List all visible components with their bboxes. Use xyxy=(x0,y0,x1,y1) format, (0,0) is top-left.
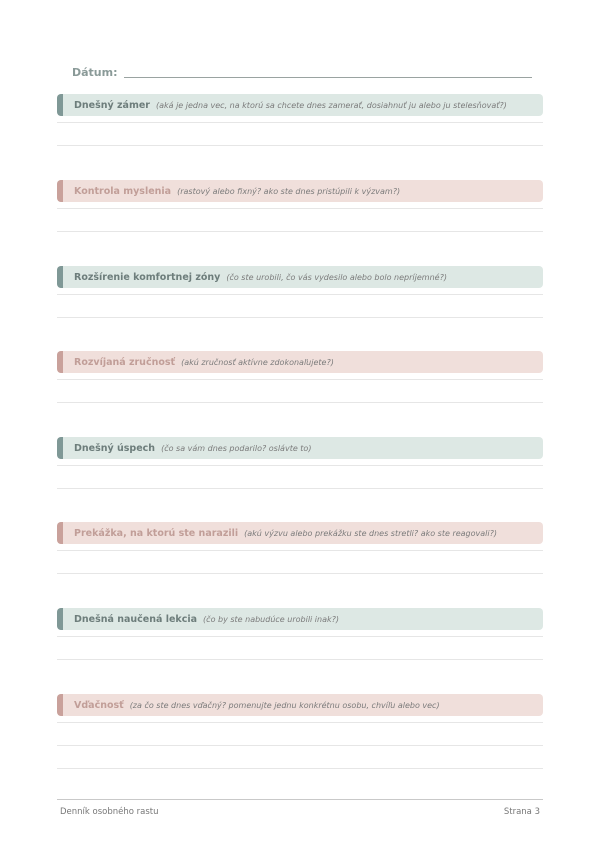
section-header xyxy=(57,694,543,716)
section-hint: (za čo ste dnes vďačný? pomenujte jednu konkrétnu osobu, chvíľu alebo vec) xyxy=(129,700,440,710)
section-header xyxy=(57,522,543,544)
section-obstacle xyxy=(57,522,543,574)
section-header xyxy=(57,608,543,630)
accent-bar xyxy=(57,180,63,202)
writing-line[interactable] xyxy=(57,722,543,723)
writing-lines xyxy=(57,379,543,403)
accent-bar xyxy=(57,437,63,459)
section-title: Dnešný úspech xyxy=(74,442,156,454)
writing-line[interactable] xyxy=(57,317,543,318)
accent-bar xyxy=(57,351,63,373)
writing-line[interactable] xyxy=(57,231,543,232)
section-header xyxy=(57,94,543,116)
writing-lines xyxy=(57,122,543,146)
writing-lines xyxy=(57,208,543,232)
date-input-line[interactable] xyxy=(124,77,532,78)
section-header xyxy=(57,351,543,373)
section-lesson xyxy=(57,608,543,660)
section-hint: (akú výzvu alebo prekážku ste dnes stretli? ako ste reagovali?) xyxy=(244,528,497,538)
writing-lines xyxy=(57,636,543,660)
section-title: Rozšírenie komfortnej zóny xyxy=(74,271,221,283)
writing-line[interactable] xyxy=(57,768,543,769)
section-title: Rozvíjaná zručnosť xyxy=(74,356,176,368)
section-hint: (rastový alebo fixný? ako ste dnes pristúpili k výzvam?) xyxy=(177,186,401,196)
writing-line[interactable] xyxy=(57,208,543,209)
section-hint: (aká je jedna vec, na ktorú sa chcete dnes zamerať, dosiahnuť ju alebo ju stelesňovať?) xyxy=(155,100,507,110)
writing-lines xyxy=(57,294,543,318)
footer-title: Denník osobného rastu xyxy=(60,807,159,817)
writing-line[interactable] xyxy=(57,573,543,574)
writing-line[interactable] xyxy=(57,379,543,380)
section-comfort-zone xyxy=(57,266,543,318)
accent-bar xyxy=(57,694,63,716)
section-skill xyxy=(57,351,543,403)
writing-line[interactable] xyxy=(57,402,543,403)
section-header xyxy=(57,437,543,459)
writing-lines xyxy=(57,465,543,489)
writing-line[interactable] xyxy=(57,122,543,123)
section-gratitude xyxy=(57,694,543,769)
writing-line[interactable] xyxy=(57,488,543,489)
writing-line[interactable] xyxy=(57,636,543,637)
section-title: Kontrola myslenia xyxy=(74,185,172,197)
accent-bar xyxy=(57,522,63,544)
writing-lines xyxy=(57,550,543,574)
accent-bar xyxy=(57,94,63,116)
section-header xyxy=(57,266,543,288)
writing-line[interactable] xyxy=(57,145,543,146)
footer-divider xyxy=(57,799,543,800)
section-title: Prekážka, na ktorú ste narazili xyxy=(74,527,239,539)
writing-line[interactable] xyxy=(57,294,543,295)
section-title: Vďačnosť xyxy=(74,699,124,711)
writing-lines xyxy=(57,722,543,769)
page-number: Strana 3 xyxy=(503,807,540,817)
section-hint: (čo sa vám dnes podarilo? oslávte to) xyxy=(161,443,312,453)
section-intention xyxy=(57,94,543,146)
section-mindset xyxy=(57,180,543,232)
accent-bar xyxy=(57,266,63,288)
section-success xyxy=(57,437,543,489)
section-title: Dnešný zámer xyxy=(74,99,150,111)
section-hint: (akú zručnosť aktívne zdokonaľujete?) xyxy=(181,357,334,367)
accent-bar xyxy=(57,608,63,630)
section-hint: (čo ste urobili, čo vás vydesilo alebo bolo nepríjemné?) xyxy=(226,272,447,282)
section-header xyxy=(57,180,543,202)
section-hint: (čo by ste nabudúce urobili inak?) xyxy=(203,614,339,624)
section-title: Dnešná naučená lekcia xyxy=(74,613,198,625)
date-label: Dátum: xyxy=(72,66,118,79)
writing-line[interactable] xyxy=(57,465,543,466)
writing-line[interactable] xyxy=(57,659,543,660)
writing-line[interactable] xyxy=(57,745,543,746)
writing-line[interactable] xyxy=(57,550,543,551)
date-row xyxy=(72,62,532,80)
